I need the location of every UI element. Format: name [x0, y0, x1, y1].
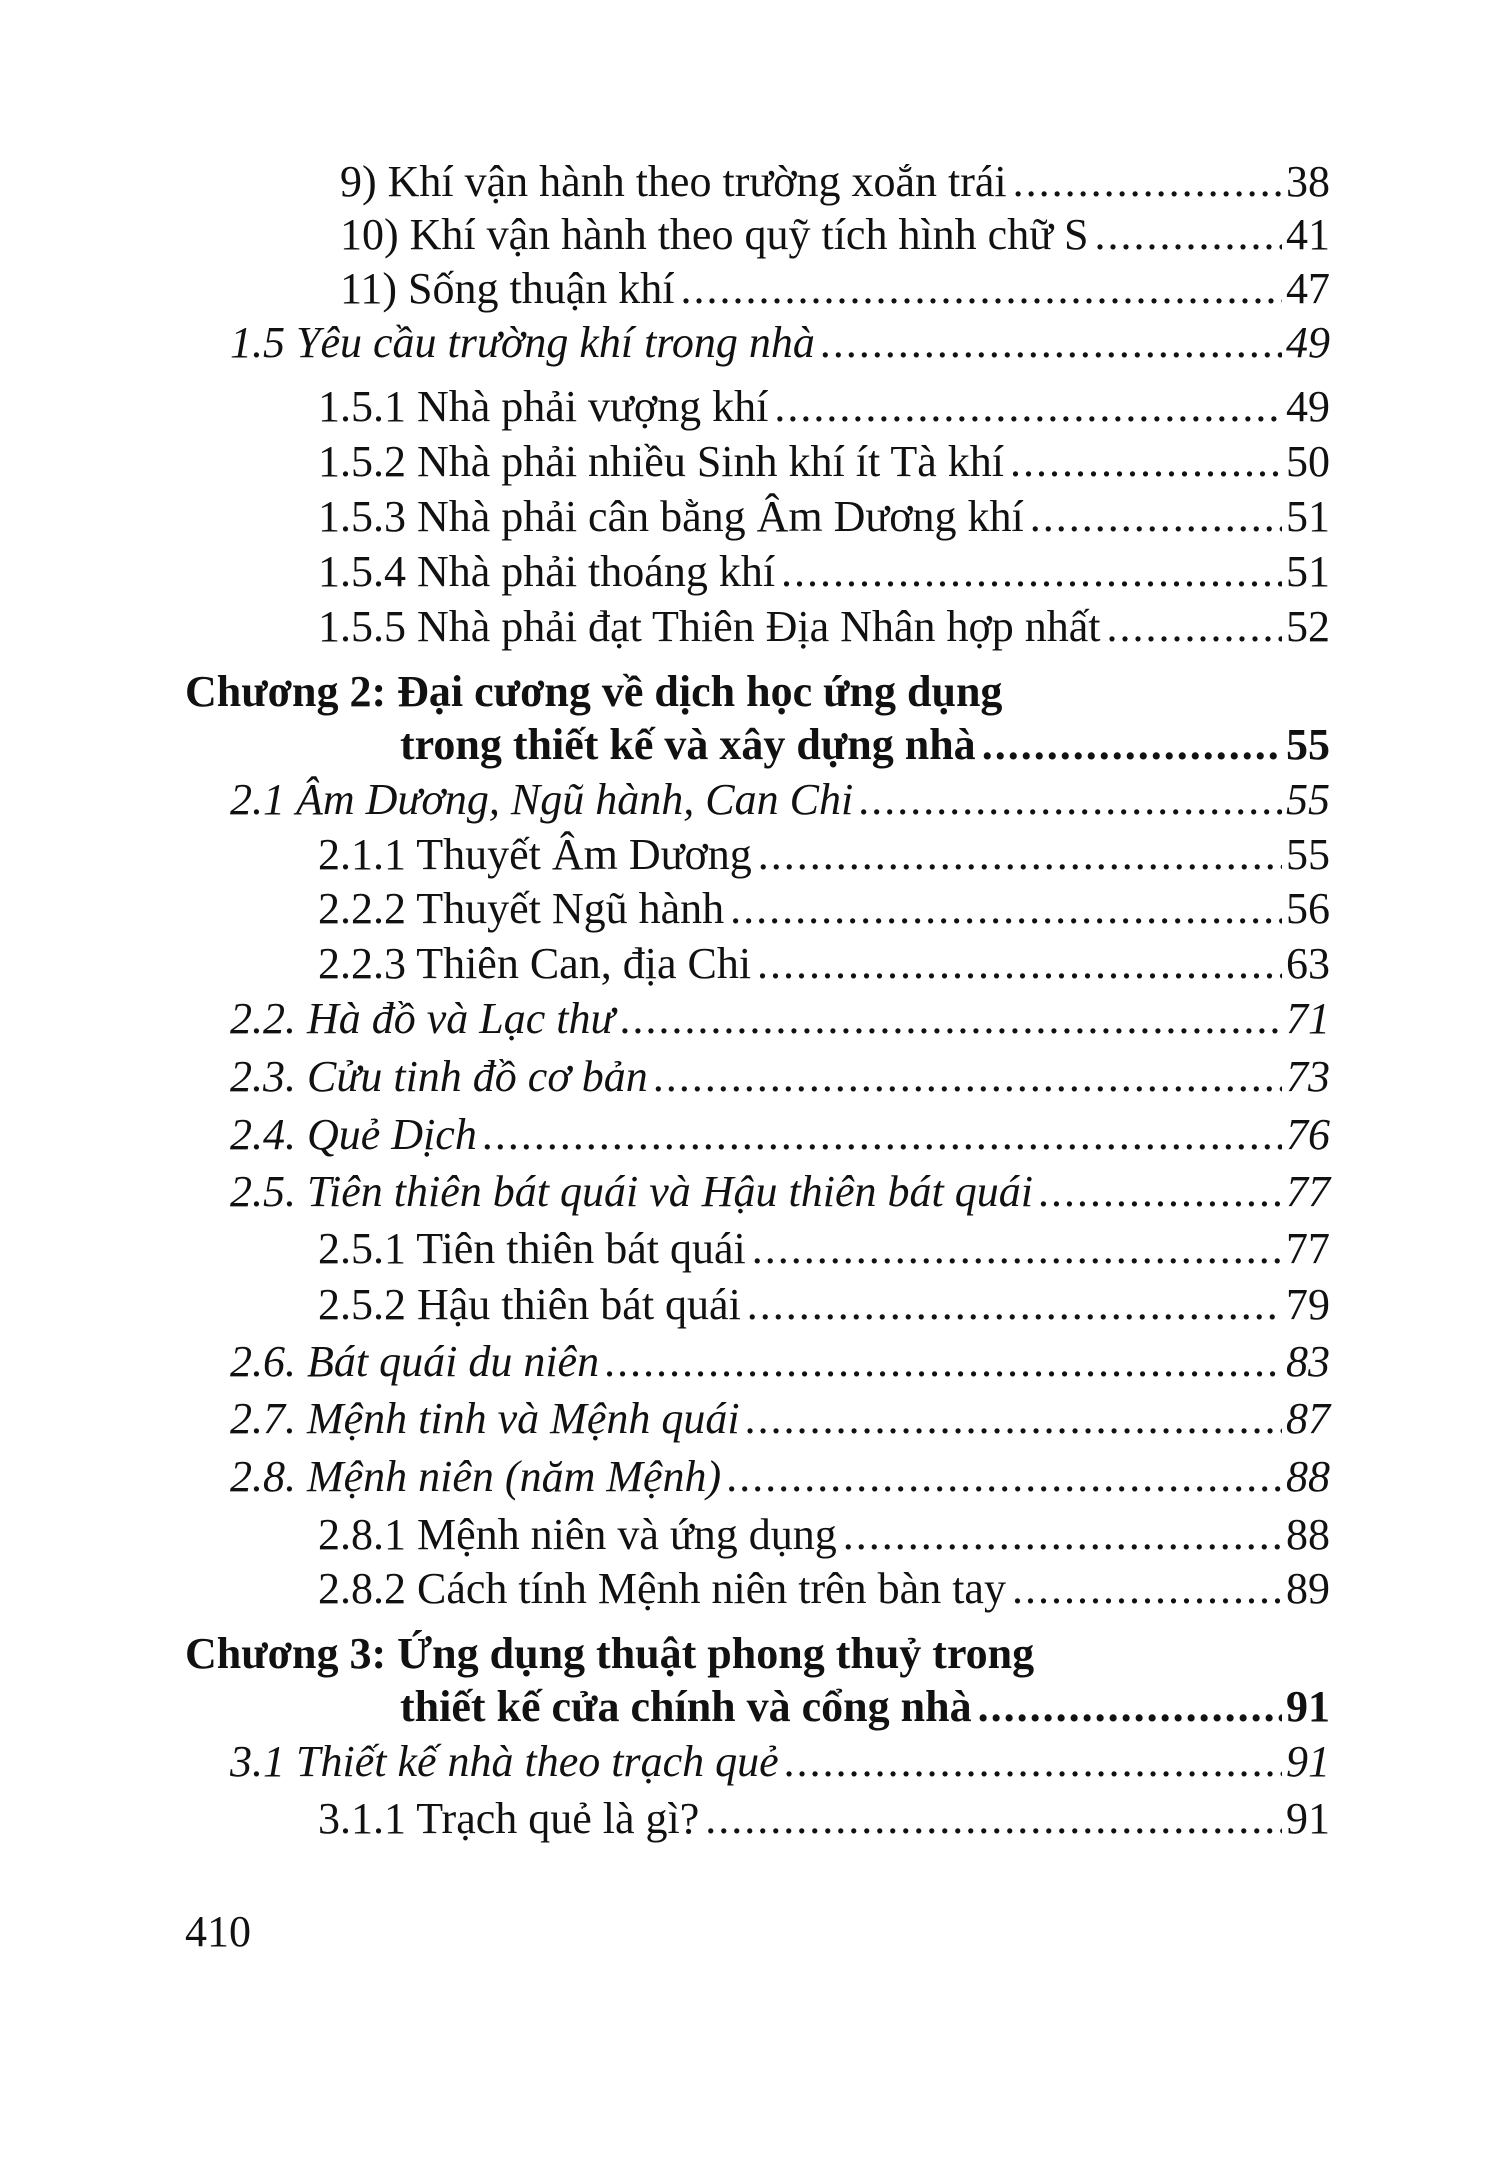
- toc-entry: [318, 828, 1330, 882]
- toc-entry-label: 1.5.2 Nhà phải nhiều Sinh khí ít Tà khí: [318, 437, 1005, 486]
- toc-entry-page: 49: [1286, 382, 1330, 431]
- toc-entry: [230, 773, 1330, 827]
- toc-entry: [185, 665, 1002, 719]
- toc-entry: [230, 1050, 1330, 1104]
- dot-leader: [1013, 155, 1282, 209]
- toc-entry-page: 83: [1286, 1337, 1330, 1386]
- dot-leader: [1039, 1165, 1282, 1219]
- toc-entry-page: 88: [1286, 1510, 1330, 1559]
- toc-entry: [230, 992, 1330, 1046]
- toc-entry-label: 2.8.1 Mệnh niên và ứng dụng: [318, 1510, 837, 1559]
- toc-entry: [400, 718, 1330, 772]
- toc-entry-page: 77: [1286, 1167, 1330, 1216]
- toc-entry: [318, 1508, 1330, 1562]
- dot-leader: [785, 1735, 1282, 1789]
- toc-entry-page: 55: [1286, 720, 1330, 769]
- toc-entry-page: 51: [1286, 547, 1330, 596]
- toc-entry-page: 91: [1286, 1794, 1330, 1843]
- toc-entry: [340, 155, 1330, 209]
- toc-entry-page: 91: [1286, 1737, 1330, 1786]
- toc-entry-label: Chương 2: Đại cương về dịch học ứng dụng: [185, 667, 1003, 716]
- toc-entry-page: 71: [1286, 994, 1330, 1043]
- toc-entry-label: 3.1.1 Trạch quẻ là gì?: [318, 1794, 700, 1843]
- toc-entry-page: 76: [1286, 1110, 1330, 1159]
- dot-leader: [621, 992, 1282, 1046]
- dot-leader: [705, 1792, 1282, 1846]
- dot-leader: [859, 773, 1282, 827]
- toc-entry-label: 1.5.5 Nhà phải đạt Thiên Địa Nhân hợp nhất: [318, 602, 1101, 651]
- dot-leader: [483, 1108, 1282, 1162]
- dot-leader: [654, 1050, 1282, 1104]
- toc-entry-page: 50: [1286, 437, 1330, 486]
- dot-leader: [758, 828, 1282, 882]
- toc-entry-label: 1.5 Yêu cầu trường khí trong nhà: [230, 318, 815, 367]
- toc-entry-label: 1.5.4 Nhà phải thoáng khí: [318, 547, 776, 596]
- dot-leader: [1107, 600, 1282, 654]
- toc-entry: [340, 262, 1330, 316]
- toc-entry-label: 9) Khí vận hành theo trường xoắn trái: [340, 157, 1007, 206]
- toc-entry-label: 2.6. Bát quái du niên: [230, 1337, 600, 1386]
- toc-entry: [318, 600, 1330, 654]
- toc-entry: [318, 490, 1330, 544]
- toc-entry-page: 87: [1286, 1394, 1330, 1443]
- toc-entry-label: thiết kế cửa chính và cổng nhà: [400, 1682, 972, 1731]
- toc-entry-label: 2.2. Hà đồ và Lạc thư: [230, 994, 615, 1043]
- dot-leader: [730, 882, 1282, 936]
- toc-entry: [318, 1278, 1330, 1332]
- toc-entry-page: 56: [1286, 884, 1330, 933]
- dot-leader: [747, 1278, 1282, 1332]
- dot-leader: [757, 937, 1282, 991]
- toc-entry-label: 2.3. Cửu tinh đồ cơ bản: [230, 1052, 648, 1101]
- dot-leader: [1095, 208, 1282, 262]
- dot-leader: [843, 1508, 1282, 1562]
- toc-entry-label: 3.1 Thiết kế nhà theo trạch quẻ: [230, 1737, 779, 1786]
- toc-entry-label: 2.4. Quẻ Dịch: [230, 1110, 477, 1159]
- toc-entry: [230, 1450, 1330, 1504]
- toc-entry-label: Chương 3: Ứng dụng thuật phong thuỷ trong: [185, 1629, 1035, 1678]
- toc-entry: [230, 1335, 1330, 1389]
- toc-entry-page: 91: [1286, 1682, 1330, 1731]
- toc-entry-page: 73: [1286, 1052, 1330, 1101]
- toc-entry: [318, 937, 1330, 991]
- dot-leader: [1012, 1562, 1282, 1616]
- toc-entry-page: 63: [1286, 939, 1330, 988]
- toc-entry-label: 2.5. Tiên thiên bát quái và Hậu thiên bát quái: [230, 1167, 1033, 1216]
- toc-entry-page: 52: [1286, 602, 1330, 651]
- toc-entry-page: 51: [1286, 492, 1330, 541]
- toc-entry-page: 41: [1286, 210, 1330, 259]
- toc-entry-page: 77: [1286, 1224, 1330, 1273]
- dot-leader: [746, 1392, 1282, 1446]
- toc-entry: [340, 208, 1330, 262]
- toc-entry: [318, 435, 1330, 489]
- toc-entry: [400, 1680, 1330, 1734]
- toc-entry-page: 49: [1286, 318, 1330, 367]
- toc-entry-label: 10) Khí vận hành theo quỹ tích hình chữ S: [340, 210, 1089, 259]
- dot-leader: [1030, 490, 1282, 544]
- toc-entry: [230, 1165, 1330, 1219]
- toc-entry-page: 89: [1286, 1564, 1330, 1613]
- toc-entry: [318, 380, 1330, 434]
- toc-entry-page: 88: [1286, 1452, 1330, 1501]
- toc-entry: [318, 1792, 1330, 1846]
- toc-entry: [318, 882, 1330, 936]
- dot-leader: [821, 316, 1282, 370]
- toc-entry: [318, 1562, 1330, 1616]
- dot-leader: [605, 1335, 1282, 1389]
- toc-entry-label: trong thiết kế và xây dựng nhà: [400, 720, 976, 769]
- toc-entry-label: 2.8.2 Cách tính Mệnh niên trên bàn tay: [318, 1564, 1006, 1613]
- toc-entry: [230, 316, 1330, 370]
- toc-entry-page: 47: [1286, 264, 1330, 313]
- toc-entry-label: 1.5.3 Nhà phải cân bằng Âm Dương khí: [318, 492, 1024, 541]
- toc-entry-label: 2.8. Mệnh niên (năm Mệnh): [230, 1452, 722, 1501]
- dot-leader: [1010, 435, 1282, 489]
- toc-entry-label: 1.5.1 Nhà phải vượng khí: [318, 382, 769, 431]
- toc-entry-label: 11) Sống thuận khí: [340, 264, 675, 313]
- toc-entry-label: 2.2.3 Thiên Can, địa Chi: [318, 939, 752, 988]
- toc-entry: [230, 1392, 1330, 1446]
- toc-entry-label: 2.5.1 Tiên thiên bát quái: [318, 1224, 746, 1273]
- toc-entry-label: 2.1.1 Thuyết Âm Dương: [318, 830, 752, 879]
- toc-entry-page: 55: [1286, 775, 1330, 824]
- toc-entry-page: 55: [1286, 830, 1330, 879]
- toc-entry: [185, 1627, 1034, 1681]
- dot-leader: [680, 262, 1282, 316]
- toc-entry-label: 2.2.2 Thuyết Ngũ hành: [318, 884, 725, 933]
- page-number: 410: [185, 1907, 251, 1956]
- dot-leader: [982, 718, 1282, 772]
- toc-entry-page: 38: [1286, 157, 1330, 206]
- dot-leader: [978, 1680, 1282, 1734]
- toc-entry: [230, 1735, 1330, 1789]
- toc-entry-label: 2.7. Mệnh tinh và Mệnh quái: [230, 1394, 740, 1443]
- dot-leader: [774, 380, 1282, 434]
- toc-entry: [230, 1108, 1330, 1162]
- dot-leader: [781, 545, 1282, 599]
- toc-entry-page: 79: [1286, 1280, 1330, 1329]
- toc-entry-label: 2.5.2 Hậu thiên bát quái: [318, 1280, 741, 1329]
- dot-leader: [727, 1450, 1282, 1504]
- dot-leader: [752, 1222, 1282, 1276]
- toc-entry: [318, 1222, 1330, 1276]
- toc-entry: [318, 545, 1330, 599]
- toc-entry-label: 2.1 Âm Dương, Ngũ hành, Can Chi: [230, 775, 854, 824]
